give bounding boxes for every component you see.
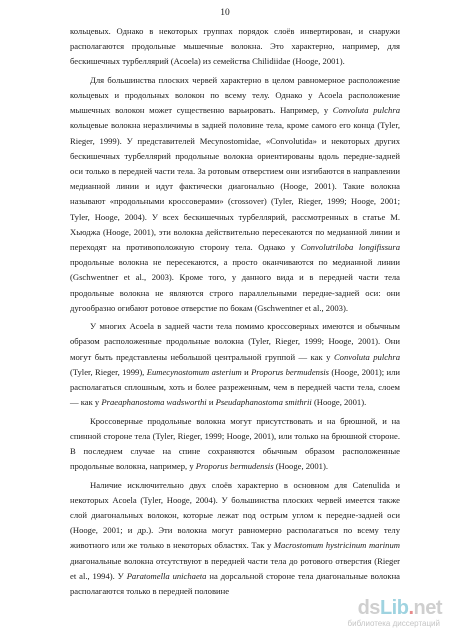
text-run: (Hooge, 2001). [311,397,367,408]
document-body [70,24,400,599]
text-run: (Hooge, 2001). [273,461,328,472]
text-run: (Hooge, 2001); или располагаться сплошным, хоть и более разреженным, чем в передней части тела, слоем — как у [70,366,400,408]
watermark-logo-net: net [413,597,442,619]
text-run: кольцевых. Однако в некоторых группах порядок слоёв инвертирован, и снаружи располагаются продольные мышечные волокна. Это характерно, например, для бескишечных турбеллярий (Acoela) из семейства Chilidiidae (Hooge, 2001). [70,26,400,67]
species-name: Convoluta pulchra [333,351,400,362]
text-run: продольные волокна не пересекаются, а просто оканчиваются по медианной линии (Gschwentner et al., 2003). Кроме того, у данного вида и в передней части тела продольные волокна не являются строго параллельными передне-задней оси: они дугообразно огибают ротовое отверстие по бокам (Gschwentner et al., 2003). [70,257,400,313]
paragraph [70,24,400,70]
text-run: Наличие исключительно двух слоёв характерно в основном для Catenulida и некоторых Acoela (Tyler, Hooge, 2004). У большинства плоских червей имеется также слой диагональных волокон, которые лежат под острым углом к передне-задней оси (Hooge, 2001; и др.). Эти волокна могут равномерно располагаться по всему телу животного или же только в некоторых областях. Так у [70,479,400,551]
watermark-logo-dot: . [408,597,414,619]
text-run: диагональные волокна отсутствуют в передней части тела до ротового отверстия (Rieger et al., 1994). У [70,555,400,581]
species-name: Proporus bermudensis [251,366,330,377]
paragraph [70,414,400,475]
paragraph [70,73,400,316]
text-run: на дорсальной стороне тела диагональные волокна располагаются только в передней половине [70,570,400,597]
text-run: Для большинства плоских червей характерно в целом равномерное расположение кольцевых и продольных волокон по всему телу. Однако у Acoela расположение мышечных волокон может существенно варьировать. Например, у [70,74,400,116]
species-name: Convoluta pulchra [332,105,400,116]
text-run: Кроссоверные продольные волокна могут присутствовать и на брюшной, и на спинной стороне тела (Tyler, Rieger, 1999; Hooge, 2001), или только на брюшной стороне. В последнем случае на спине сохраняются обычным образом расположенные продольные волокна, например, у [70,415,400,472]
watermark-logo-ds: ds [357,597,380,619]
page-number: 10 [220,8,230,18]
species-name: Convolutriloba longifissura [300,242,400,253]
paragraph [70,319,400,410]
species-name: Eumecynostomum asterium [146,366,242,377]
text-run: (Tyler, Rieger, 1999), [70,366,147,377]
text-run: У многих Acoela в задней части тела помимо кроссоверных имеются и обычным образом расположенные продольные волокна (Tyler, Rieger, 1999; Hooge, 2001). Они могут быть представлены небольшой центральной группой — как у [70,321,400,362]
text-run: кольцевые волокна неразличимы в задней половине тела, кроме самого его конца (Tyler, Rieger, 1999). У представителей Mecynostomidae, «Convolutida» и некоторых других бескишечных турбеллярий продольные волокна ориентированы вдоль передне-задней оси только в передней части тела. За ротовым отверстием они изгибаются в направлении медианной линии и идут фактически диагонально (Hooge, 2001). Такие волокна называют «продольными кроссоверами» (crossover) (Tyler, Rieger, 1999; Hooge, 2001; Tyler, Hooge, 2004). У всех бескишечных турбеллярий, рассмотренных в статье М. Хьюджа (Hooge, 2001), эти волокна действительно пересекаются по медианной линии и переходят на противоположную сторону тела. Однако у [70,120,400,253]
watermark [324,597,442,631]
species-name: Proporus bermudensis [195,461,274,472]
watermark-subtitle: библиотека диссертаций [347,619,440,628]
species-name: Paratomella unichaeta [126,570,207,581]
species-name: Pseudaphanostoma smithrii [215,397,312,408]
watermark-logo-lib: Lib [379,597,409,619]
watermark-logo [358,597,442,620]
species-name: Praeaphanostoma wadsworthi [101,397,207,408]
paragraph [70,478,400,600]
species-name: Macrostomum hystricinum marinum [273,540,400,551]
text-run: и [241,366,252,377]
text-run: и [206,397,216,408]
